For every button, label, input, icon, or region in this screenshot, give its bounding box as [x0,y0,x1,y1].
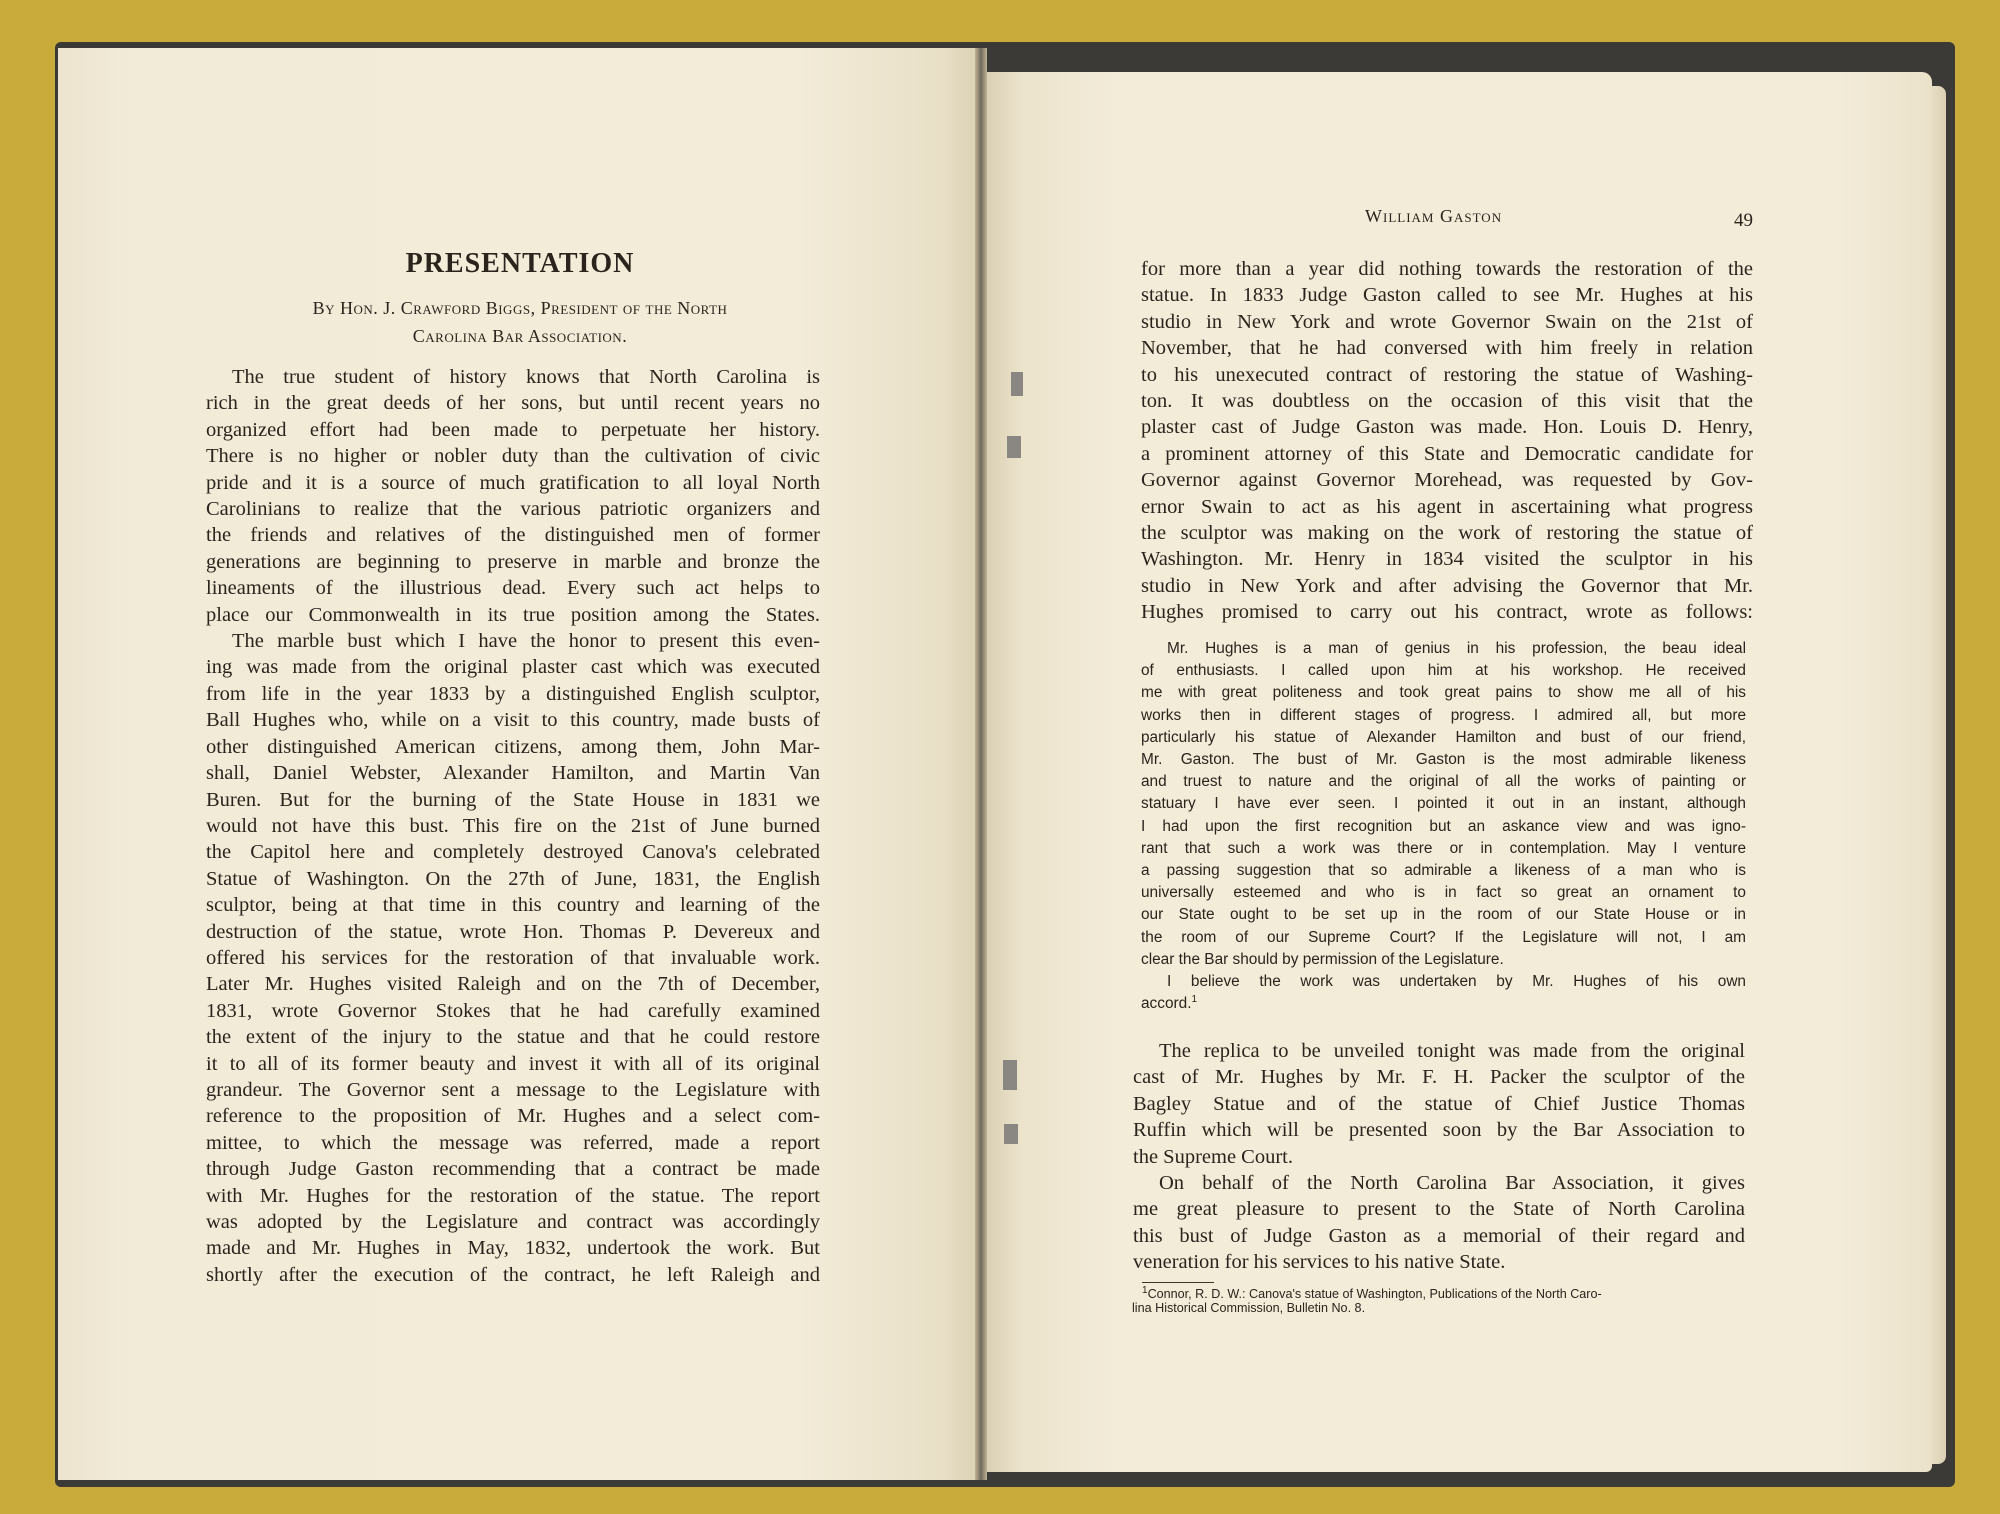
footnote [1132,1284,1752,1315]
text-line: reference to the proposition of Mr. Hughes and a select com- [206,1105,820,1128]
text-line: a passing suggestion that so admirable a likeness of a man who is [1141,862,1746,880]
text-line: organized effort had been made to perpetuate her history. [206,418,820,441]
staple-lower [1003,1060,1017,1090]
byline-line-1: By Hon. J. Crawford Biggs, President of the North [312,298,728,318]
text-line: it to all of its former beauty and invest it with all of its original [206,1052,820,1075]
text-line: me with great politeness and took great pains to show me all of his [1141,684,1746,702]
book-gutter [975,48,987,1480]
text-line: statue. In 1833 Judge Gaston called to see Mr. Hughes at his [1141,284,1753,307]
footnote-line [1132,1284,1752,1301]
right-paragraph-1 [1141,256,1753,626]
text-line: the Supreme Court. [1133,1145,1293,1168]
text-line: Washington. Mr. Henry in 1834 visited the sculptor in his [1141,548,1753,571]
text-line: the room of our Supreme Court? If the Legislature will not, I am [1141,928,1746,946]
text-line: veneration for his services to his native State. [1133,1251,1506,1274]
text-line: The true student of history knows that North Carolina is [232,366,820,388]
text-line: the friends and relatives of the distinguished men of former [206,524,820,547]
text-line: our State ought to be set up in the room of our State House or in [1141,906,1746,924]
text-line: plaster cast of Judge Gaston was made. Hon. Louis D. Henry, [1141,416,1753,439]
text-line: pride and it is a source of much gratification to all loyal North [206,471,820,494]
text-line: Mr. Gaston. The bust of Mr. Gaston is the most admirable likeness [1141,751,1746,769]
right-paragraph-3 [1133,1170,1745,1276]
text-line: from life in the year 1833 by a distinguished English sculptor, [206,682,820,705]
byline [210,294,830,350]
text-line: shall, Daniel Webster, Alexander Hamilton, and Martin Van [206,762,820,785]
text-line: through Judge Gaston recommending that a contract be made [206,1158,820,1181]
left-paragraph-2 [206,628,820,1288]
text-line: particularly his statue of Alexander Hamilton and bust of our friend, [1141,728,1746,746]
footnote-marker: 1 [1191,994,1198,1006]
text-line: for more than a year did nothing towards the restoration of the [1141,258,1753,280]
text-line: clear the Bar should by permission of the Legislature. [1141,950,1504,968]
text-line: ton. It was doubtless on the occasion of this visit that the [1141,390,1753,413]
text-line: other distinguished American citizens, among them, John Mar- [206,735,820,758]
block-quote [1141,638,1746,1015]
text-line: would not have this bust. This fire on the 21st of June burned [206,814,820,837]
text-line: Carolinians to realize that the various patriotic organizers and [206,498,820,521]
footnote-rule [1142,1282,1214,1283]
text-line: rant that such a work was there or in contemplation. May I venture [1141,839,1746,857]
footnote-text: Connor, R. D. W.: Canova's statue of Washington, Publications of the North Caro- [1147,1287,1602,1301]
staple-top [1011,372,1023,396]
text-line: Statue of Washington. On the 27th of June, 1831, the English [206,867,820,890]
text-line: made and Mr. Hughes in May, 1832, undertook the work. But [206,1237,820,1260]
text-line: ernor Swain to act as his agent in ascertaining what progress [1141,495,1753,518]
staple-bottom [1004,1124,1018,1144]
text-line: of enthusiasts. I called upon him at his workshop. He received [1141,662,1746,680]
text-line: Mr. Hughes is a man of genius in his profession, the beau ideal [1167,640,1746,657]
text-line: universally esteemed and who is in fact so great an ornament to [1141,884,1746,902]
text-line: I had upon the first recognition but an askance view and was igno- [1141,817,1746,835]
page-number: 49 [1734,210,1753,231]
text-line: generations are beginning to preserve in marble and bronze the [206,550,820,573]
quote-paragraph-2 [1141,971,1746,1015]
text-line: ing was made from the original plaster cast which was executed [206,656,820,679]
byline-line-2: Carolina Bar Association. [412,326,628,346]
text-line: lineaments of the illustrious dead. Every such act helps to [206,577,820,600]
staple-upper [1007,436,1021,458]
text-line: and truest to nature and the original of all the works of painting or [1141,773,1746,791]
text-line: The replica to be unveiled tonight was made from the original [1159,1040,1745,1062]
text-line: Hughes promised to carry out his contract, wrote as follows: [1141,601,1753,624]
text-line: Governor against Governor Morehead, was requested by Gov- [1141,469,1753,492]
text-line: destruction of the statue, wrote Hon. Thomas P. Devereux and [206,920,820,943]
text-line: 1831, wrote Governor Stokes that he had carefully examined [206,999,820,1022]
text-line: the sculptor was making on the work of restoring the statue of [1141,522,1753,545]
footnote-line: lina Historical Commission, Bulletin No. 8. [1132,1301,1366,1315]
footnote-number: 1 [1142,1284,1148,1296]
text-line: Ball Hughes who, while on a visit to this country, made busts of [206,709,820,732]
text-line: to his unexecuted contract of restoring the statue of Washing- [1141,363,1753,386]
text-line: with Mr. Hughes for the restoration of the statue. The report [206,1184,820,1207]
text-line: sculptor, being at that time in this country and learning of the [206,894,820,917]
text-line: cast of Mr. Hughes by Mr. F. H. Packer the sculptor of the [1133,1066,1745,1089]
page-edges [1930,86,1946,1464]
text-line: the extent of the injury to the statue and that he could restore [206,1026,820,1049]
right-column-top [1141,256,1753,626]
text-line: studio in New York and after advising the Governor that Mr. [1141,574,1753,597]
text-line: I believe the work was undertaken by Mr. Hughes of his own [1167,973,1746,991]
left-paragraph-1 [206,364,820,628]
text-line: shortly after the execution of the contract, he left Raleigh and [206,1263,820,1286]
text-line: accord.$^1$ [1141,994,1198,1013]
page-title: PRESENTATION [405,248,635,279]
text-line: Bagley Statue and of the statue of Chief Justice Thomas [1133,1092,1745,1115]
left-column [206,364,820,1288]
text-line: was adopted by the Legislature and contract was accordingly [206,1211,820,1233]
text-line: place our Commonwealth in its true position among the States. [206,603,820,626]
text-line: Buren. But for the burning of the State House in 1831 we [206,788,820,811]
text-line: Later Mr. Hughes visited Raleigh and on the 7th of December, [206,973,820,996]
text-line: offered his services for the restoration of that invaluable work. [206,946,820,969]
right-paragraph-2 [1133,1038,1745,1170]
running-head: William Gaston [1365,206,1503,226]
text-line: There is no higher or nobler duty than the cultivation of civic [206,445,820,468]
text-line: November, that he had conversed with him freely in relation [1141,337,1753,360]
text-line: mittee, to which the message was referred, made a report [206,1131,820,1154]
text-line: this bust of Judge Gaston as a memorial of their regard and [1133,1224,1745,1247]
text-line: me great pleasure to present to the State of North Carolina [1133,1198,1745,1221]
right-column-bottom [1133,1038,1745,1276]
text-line: grandeur. The Governor sent a message to the Legislature with [206,1078,820,1101]
text-line: a prominent attorney of this State and Democratic candidate for [1141,442,1753,465]
text-line: works then in different stages of progress. I admired all, but more [1141,706,1746,724]
text-line: rich in the great deeds of her sons, but until recent years no [206,392,820,415]
text-line: the Capitol here and completely destroyed Canova's celebrated [206,841,820,864]
text-line: statuary I have ever seen. I pointed it out in an instant, although [1141,795,1746,813]
text-line: The marble bust which I have the honor to present this even- [232,630,820,653]
text-line: Ruffin which will be presented soon by the Bar Association to [1133,1119,1745,1142]
text-line: On behalf of the North Carolina Bar Association, it gives [1159,1172,1745,1195]
text-line: studio in New York and wrote Governor Swain on the 21st of [1141,310,1753,333]
quote-paragraph-1 [1141,638,1746,971]
